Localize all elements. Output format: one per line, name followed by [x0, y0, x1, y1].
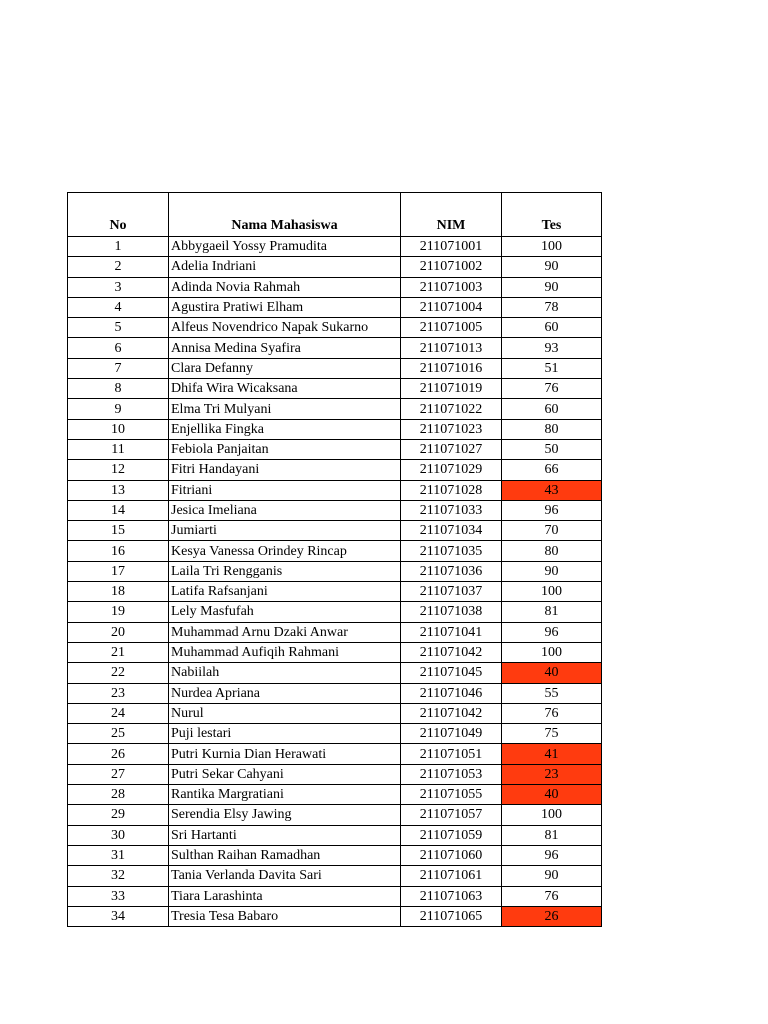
cell-no: 34 — [68, 906, 169, 926]
cell-name: Muhammad Arnu Dzaki Anwar — [169, 622, 401, 642]
cell-name: Sri Hartanti — [169, 825, 401, 845]
cell-nim: 211071023 — [401, 419, 502, 439]
cell-tes: 81 — [502, 602, 602, 622]
cell-name: Lely Masfufah — [169, 602, 401, 622]
header-name: Nama Mahasiswa — [169, 193, 401, 237]
cell-tes: 96 — [502, 845, 602, 865]
cell-no: 19 — [68, 602, 169, 622]
cell-name: Annisa Medina Syafira — [169, 338, 401, 358]
cell-nim: 211071019 — [401, 379, 502, 399]
table-row — [68, 764, 602, 784]
cell-nim: 211071029 — [401, 460, 502, 480]
cell-nim: 211071038 — [401, 602, 502, 622]
table-row — [68, 561, 602, 581]
cell-no: 17 — [68, 561, 169, 581]
table-row — [68, 845, 602, 865]
cell-no: 30 — [68, 825, 169, 845]
cell-no: 27 — [68, 764, 169, 784]
table-row — [68, 439, 602, 459]
cell-nim: 211071046 — [401, 683, 502, 703]
cell-no: 4 — [68, 297, 169, 317]
cell-name: Elma Tri Mulyani — [169, 399, 401, 419]
cell-tes: 90 — [502, 257, 602, 277]
cell-tes: 100 — [502, 237, 602, 257]
cell-tes: 60 — [502, 399, 602, 419]
table-row — [68, 602, 602, 622]
table-row — [68, 622, 602, 642]
table-row — [68, 744, 602, 764]
table-row — [68, 663, 602, 683]
cell-tes: 76 — [502, 379, 602, 399]
cell-tes: 75 — [502, 724, 602, 744]
cell-tes-low-highlight: 40 — [502, 785, 602, 805]
cell-name: Latifa Rafsanjani — [169, 582, 401, 602]
cell-no: 31 — [68, 845, 169, 865]
table-row — [68, 500, 602, 520]
table-row — [68, 683, 602, 703]
cell-no: 14 — [68, 500, 169, 520]
cell-tes: 76 — [502, 886, 602, 906]
cell-tes: 96 — [502, 500, 602, 520]
cell-name: Nurul — [169, 703, 401, 723]
cell-no: 25 — [68, 724, 169, 744]
cell-name: Alfeus Novendrico Napak Sukarno — [169, 318, 401, 338]
table-row — [68, 724, 602, 744]
header-no: No — [68, 193, 169, 237]
cell-name: Nabiilah — [169, 663, 401, 683]
table-row — [68, 906, 602, 926]
cell-tes: 81 — [502, 825, 602, 845]
cell-name: Tiara Larashinta — [169, 886, 401, 906]
cell-no: 5 — [68, 318, 169, 338]
cell-no: 8 — [68, 379, 169, 399]
table-row — [68, 257, 602, 277]
cell-name: Adelia Indriani — [169, 257, 401, 277]
cell-nim: 211071061 — [401, 866, 502, 886]
cell-no: 9 — [68, 399, 169, 419]
table-row — [68, 582, 602, 602]
cell-tes: 100 — [502, 805, 602, 825]
cell-nim: 211071053 — [401, 764, 502, 784]
cell-name: Adinda Novia Rahmah — [169, 277, 401, 297]
cell-no: 7 — [68, 358, 169, 378]
cell-name: Putri Kurnia Dian Herawati — [169, 744, 401, 764]
cell-nim: 211071042 — [401, 642, 502, 662]
cell-no: 13 — [68, 480, 169, 500]
table-row — [68, 480, 602, 500]
cell-name: Fitri Handayani — [169, 460, 401, 480]
cell-name: Enjellika Fingka — [169, 419, 401, 439]
cell-nim: 211071016 — [401, 358, 502, 378]
table-row — [68, 642, 602, 662]
cell-nim: 211071013 — [401, 338, 502, 358]
cell-tes: 80 — [502, 541, 602, 561]
cell-nim: 211071035 — [401, 541, 502, 561]
cell-nim: 211071004 — [401, 297, 502, 317]
cell-no: 32 — [68, 866, 169, 886]
cell-name: Rantika Margratiani — [169, 785, 401, 805]
score-table — [67, 192, 602, 927]
cell-nim: 211071063 — [401, 886, 502, 906]
cell-no: 3 — [68, 277, 169, 297]
cell-no: 15 — [68, 521, 169, 541]
table-row — [68, 419, 602, 439]
header-tes: Tes — [502, 193, 602, 237]
cell-name: Puji lestari — [169, 724, 401, 744]
cell-no: 12 — [68, 460, 169, 480]
cell-nim: 211071005 — [401, 318, 502, 338]
cell-nim: 211071003 — [401, 277, 502, 297]
cell-tes: 78 — [502, 297, 602, 317]
cell-tes: 90 — [502, 561, 602, 581]
table-row — [68, 541, 602, 561]
table-row — [68, 866, 602, 886]
cell-no: 1 — [68, 237, 169, 257]
table-row — [68, 379, 602, 399]
cell-no: 22 — [68, 663, 169, 683]
cell-no: 11 — [68, 439, 169, 459]
cell-nim: 211071057 — [401, 805, 502, 825]
cell-nim: 211071060 — [401, 845, 502, 865]
cell-nim: 211071051 — [401, 744, 502, 764]
cell-no: 6 — [68, 338, 169, 358]
cell-nim: 211071002 — [401, 257, 502, 277]
cell-nim: 211071049 — [401, 724, 502, 744]
table-row — [68, 399, 602, 419]
cell-tes-low-highlight: 41 — [502, 744, 602, 764]
cell-tes-low-highlight: 43 — [502, 480, 602, 500]
cell-tes: 100 — [502, 642, 602, 662]
cell-tes: 90 — [502, 866, 602, 886]
cell-name: Laila Tri Rengganis — [169, 561, 401, 581]
cell-no: 2 — [68, 257, 169, 277]
cell-name: Fitriani — [169, 480, 401, 500]
header-row — [68, 193, 602, 237]
cell-no: 16 — [68, 541, 169, 561]
cell-nim: 211071041 — [401, 622, 502, 642]
cell-name: Serendia Elsy Jawing — [169, 805, 401, 825]
table-row — [68, 825, 602, 845]
cell-no: 21 — [68, 642, 169, 662]
table-row — [68, 521, 602, 541]
table-row — [68, 805, 602, 825]
cell-tes: 100 — [502, 582, 602, 602]
cell-nim: 211071001 — [401, 237, 502, 257]
cell-name: Clara Defanny — [169, 358, 401, 378]
cell-tes: 96 — [502, 622, 602, 642]
cell-nim: 211071027 — [401, 439, 502, 459]
cell-nim: 211071036 — [401, 561, 502, 581]
cell-no: 29 — [68, 805, 169, 825]
cell-name: Putri Sekar Cahyani — [169, 764, 401, 784]
cell-no: 28 — [68, 785, 169, 805]
cell-name: Jumiarti — [169, 521, 401, 541]
cell-tes-low-highlight: 23 — [502, 764, 602, 784]
table-row — [68, 237, 602, 257]
table-row — [68, 886, 602, 906]
cell-nim: 211071042 — [401, 703, 502, 723]
cell-tes: 90 — [502, 277, 602, 297]
table-row — [68, 338, 602, 358]
student-score-sheet — [67, 192, 602, 927]
cell-no: 18 — [68, 582, 169, 602]
cell-name: Dhifa Wira Wicaksana — [169, 379, 401, 399]
cell-tes: 70 — [502, 521, 602, 541]
cell-nim: 211071028 — [401, 480, 502, 500]
table-header — [68, 193, 602, 237]
cell-tes: 51 — [502, 358, 602, 378]
table-row — [68, 277, 602, 297]
cell-nim: 211071055 — [401, 785, 502, 805]
cell-tes: 93 — [502, 338, 602, 358]
table-row — [68, 703, 602, 723]
table-row — [68, 460, 602, 480]
cell-no: 24 — [68, 703, 169, 723]
table-body — [68, 237, 602, 927]
cell-tes: 60 — [502, 318, 602, 338]
cell-tes: 50 — [502, 439, 602, 459]
cell-no: 33 — [68, 886, 169, 906]
cell-name: Tresia Tesa Babaro — [169, 906, 401, 926]
header-nim: NIM — [401, 193, 502, 237]
cell-nim: 211071022 — [401, 399, 502, 419]
cell-name: Febiola Panjaitan — [169, 439, 401, 459]
table-row — [68, 785, 602, 805]
cell-name: Jesica Imeliana — [169, 500, 401, 520]
cell-tes-low-highlight: 26 — [502, 906, 602, 926]
table-row — [68, 358, 602, 378]
cell-tes: 55 — [502, 683, 602, 703]
cell-nim: 211071059 — [401, 825, 502, 845]
cell-tes: 80 — [502, 419, 602, 439]
cell-nim: 211071033 — [401, 500, 502, 520]
cell-name: Abbygaeil Yossy Pramudita — [169, 237, 401, 257]
cell-nim: 211071034 — [401, 521, 502, 541]
cell-name: Tania Verlanda Davita Sari — [169, 866, 401, 886]
cell-name: Muhammad Aufiqih Rahmani — [169, 642, 401, 662]
cell-name: Nurdea Apriana — [169, 683, 401, 703]
table-row — [68, 297, 602, 317]
cell-no: 23 — [68, 683, 169, 703]
table-row — [68, 318, 602, 338]
cell-nim: 211071037 — [401, 582, 502, 602]
cell-name: Kesya Vanessa Orindey Rincap — [169, 541, 401, 561]
cell-no: 20 — [68, 622, 169, 642]
cell-tes-low-highlight: 40 — [502, 663, 602, 683]
cell-nim: 211071045 — [401, 663, 502, 683]
cell-no: 10 — [68, 419, 169, 439]
cell-name: Agustira Pratiwi Elham — [169, 297, 401, 317]
cell-tes: 66 — [502, 460, 602, 480]
cell-name: Sulthan Raihan Ramadhan — [169, 845, 401, 865]
cell-nim: 211071065 — [401, 906, 502, 926]
cell-tes: 76 — [502, 703, 602, 723]
cell-no: 26 — [68, 744, 169, 764]
